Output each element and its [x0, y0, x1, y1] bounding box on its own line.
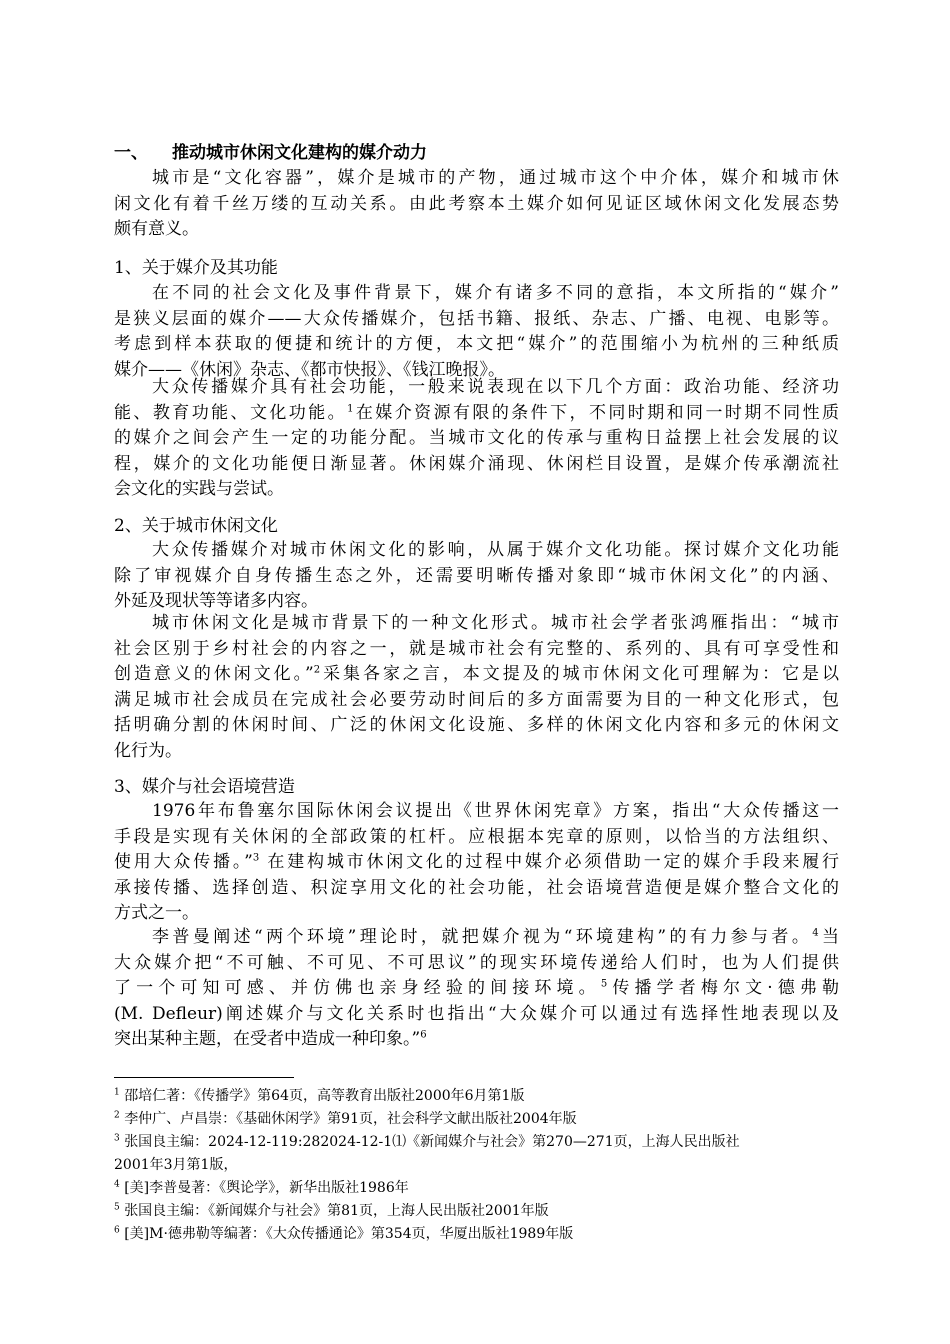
footnote-ref: 3	[252, 852, 260, 864]
text-line: 承接传播、选择创造、积淀享用文化的社会功能，社会语境营造便是媒介整合文化的	[114, 877, 839, 898]
footnote-ref: 6	[420, 1029, 427, 1041]
footnote-continuation: 2001年3月第1版，	[114, 1157, 238, 1173]
text-span: 能、教育功能、文化功能。	[114, 402, 348, 423]
text-line: (M. Defleur)阐述媒介与文化关系时也指出“大众媒介可以通过有选择性地表现以及	[114, 1003, 839, 1024]
text-line: 1976年布鲁塞尔国际休闲会议提出《世界休闲宪章》方案，指出“大众传播这一	[152, 801, 839, 821]
text-line: 方式之一。	[114, 903, 199, 923]
text-span: 创造意义的休闲文化。”	[114, 664, 314, 684]
text-line: 颇有意义。	[114, 219, 199, 239]
footnote-text: 邵培仁著：《传播学》第64页，高等教育出版社2000年6月第1版	[124, 1088, 525, 1104]
text-line: 的媒介之间会产生一定的功能分配。当城市文化的传承与重构日益摆上社会发展的议	[114, 428, 839, 448]
section3-paragraph-1	[114, 799, 839, 927]
text-line: 考虑到样本获取的便捷和统计的方便，本文把“媒介”的范围缩小为杭州的三种纸质	[114, 334, 839, 354]
text-line: 程，媒介的文化功能便日渐显著。休闲媒介涌现、休闲栏目设置，是媒介传承潮流社	[114, 453, 839, 474]
text-line: 媒介——《休闲》杂志、《都市快报》、《钱江晚报》。	[114, 359, 505, 380]
text-line: 除了审视媒介自身传播生态之外，还需要明晰传播对象即“城市休闲文化”的内涵、	[114, 565, 839, 586]
text-line	[114, 1027, 839, 1053]
footnote-number: 4	[114, 1179, 120, 1190]
footnote-item	[114, 1108, 839, 1131]
footnote-number: 5	[114, 1202, 120, 1213]
section-heading	[114, 141, 427, 165]
text-span: 了一个可知可感、并仿佛也亲身经验的间接环境。	[114, 978, 601, 998]
heading-number: 一、	[114, 143, 148, 163]
text-line: 括明确分割的休闲时间、广泛的休闲文化设施、多样的休闲文化内容和多元的休闲文	[114, 715, 839, 735]
footnotes	[114, 1085, 839, 1246]
footnote-ref: 1	[347, 402, 354, 414]
text-span: 突出某种主题，在受者中造成一种印象。”	[114, 1029, 421, 1049]
footnote-text: [美]李普曼著：《舆论学》，新华出版社1986年	[124, 1180, 409, 1196]
subsection-title-2: 2、关于城市休闲文化	[114, 516, 278, 536]
text-span: 在建构城市休闲文化的过程中媒介必须借助一定的媒介手段来履行	[259, 852, 839, 872]
footnote-number: 2	[114, 1110, 120, 1121]
text-line: 在不同的社会文化及事件背景下，媒介有诸多不同的意指，本文所指的“媒介”	[152, 283, 839, 303]
text-line: 化行为。	[114, 740, 182, 761]
footnote-text: 张国良主编：《新闻媒介与社会》第81页，上海人民出版社2001年版	[124, 1203, 549, 1219]
text-line: 满足城市社会成员在完成社会必要劳动时间后的多方面需要为目的一种文化形式，包	[114, 689, 839, 710]
footnote-number: 1	[114, 1087, 120, 1098]
text-span: 李普曼阐述“两个环境”理论时，就把媒介视为“环境建构”的有力参与者。	[152, 927, 813, 947]
text-line: 城市休闲文化是城市背景下的一种文化形式。城市社会学者张鸿雁指出：“城市	[152, 613, 839, 633]
text-line: 会文化的实践与尝试。	[114, 479, 284, 499]
footnote-text: [美]M·德弗勒等编著：《大众传播通论》第354页，华厦出版社1989年版	[124, 1226, 574, 1242]
text-line	[114, 662, 839, 688]
section1-paragraph-2	[114, 375, 839, 503]
text-span: 使用大众传播。”	[114, 852, 253, 872]
footnote-ref: 2	[313, 664, 321, 676]
text-span: 传播学者梅尔文·德弗勒	[607, 978, 839, 998]
text-span: 在媒介资源有限的条件下，不同时期和同一时期不同性质	[353, 402, 840, 423]
text-line: 是狭义层面的媒介——大众传播媒介，包括书籍、报纸、杂志、广播、电视、电影等。	[114, 308, 839, 329]
text-span: 采集各家之言，本文提及的城市休闲文化可理解为：它是以	[320, 664, 839, 684]
text-line	[114, 976, 839, 1002]
footnote-item	[114, 1200, 839, 1223]
footnote-ref: 4	[812, 927, 819, 939]
subsection-title-1: 1、关于媒介及其功能	[114, 258, 278, 278]
subsection-title-3: 3、媒介与社会语境营造	[114, 777, 295, 797]
text-line: 城市是“文化容器”，媒介是城市的产物，通过城市这个中介体，媒介和城市休	[152, 168, 839, 188]
footnote-text: 张国良主编：2024-12-119:282024-12-1⑴《新闻媒介与社会》第270—271页，上海人民出版社	[124, 1134, 740, 1150]
footnote-item	[114, 1223, 839, 1246]
text-line	[114, 401, 839, 427]
intro-paragraph	[114, 166, 839, 243]
text-line: 手段是实现有关休闲的全部政策的杠杆。应根据本宪章的原则，以恰当的方法组织、	[114, 826, 839, 847]
footnote-item	[114, 1131, 839, 1154]
section3-paragraph-2	[114, 925, 839, 1053]
text-line	[114, 925, 839, 951]
text-span: 当	[818, 927, 840, 947]
section2-paragraph-2	[114, 611, 839, 764]
footnote-text: 李仲广、卢昌崇：《基础休闲学》第91页，社会科学文献出版社2004年版	[124, 1111, 577, 1127]
text-line: 大众媒介把“不可触、不可见、不可思议”的现实环境传递给人们时，也为人们提供	[114, 952, 839, 973]
text-line: 大众传播媒介具有社会功能，一般来说表现在以下几个方面：政治功能、经济功	[152, 377, 839, 397]
text-line: 大众传播媒介对城市休闲文化的影响，从属于媒介文化功能。探讨媒介文化功能	[152, 540, 839, 560]
text-line	[114, 850, 839, 876]
footnote-number: 3	[114, 1133, 120, 1144]
heading-title: 推动城市休闲文化建构的媒介动力	[172, 143, 427, 163]
section2-paragraph-1	[114, 538, 839, 615]
footnote-separator	[114, 1077, 294, 1078]
footnote-ref: 5	[600, 978, 608, 990]
section1-paragraph-1	[114, 281, 839, 383]
footnote-item	[114, 1085, 839, 1108]
footnote-number: 6	[114, 1225, 120, 1236]
text-line: 外延及现状等等诸多内容。	[114, 591, 318, 611]
text-line: 闲文化有着千丝万缕的互动关系。由此考察本土媒介如何见证区域休闲文化发展态势	[114, 193, 839, 214]
footnote-item	[114, 1177, 839, 1200]
text-line: 社会区别于乡村社会的内容之一，就是城市社会有完整的、系列的、具有可享受性和	[114, 638, 839, 659]
